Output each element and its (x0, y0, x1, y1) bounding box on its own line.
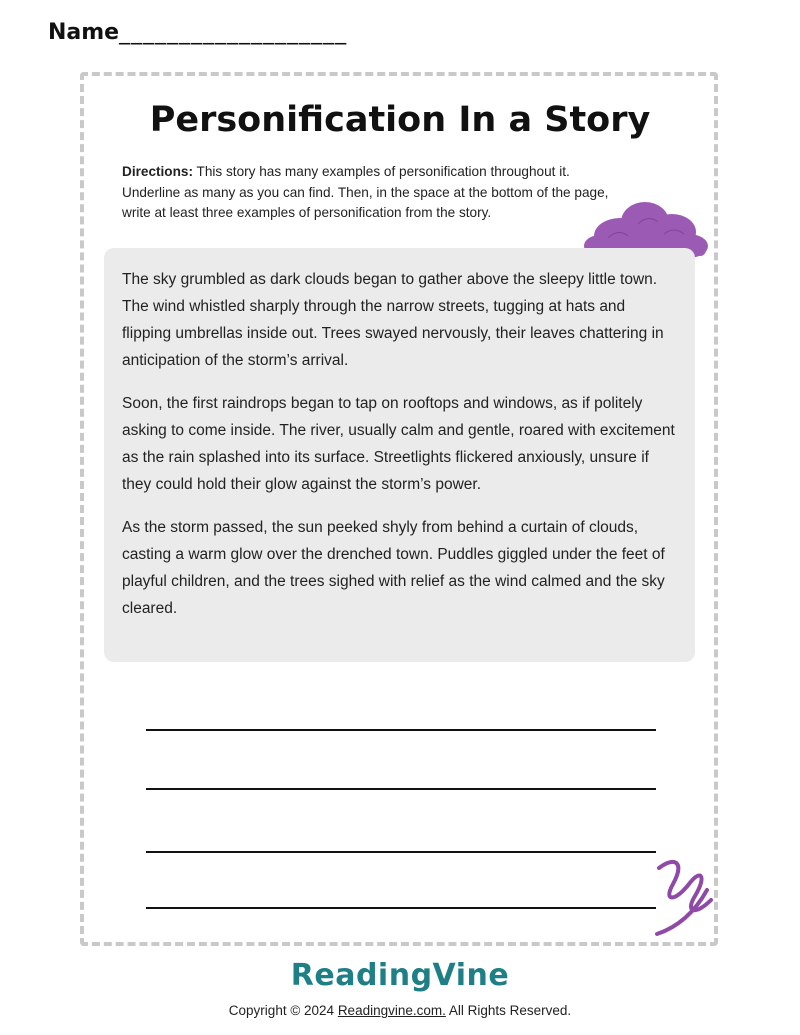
name-label: Name (48, 20, 120, 45)
story-box (104, 248, 695, 662)
answer-line-3[interactable] (146, 851, 656, 853)
answer-line-1[interactable] (146, 729, 656, 731)
directions-text: This story has many examples of personification throughout it. Underline as many as you can find. Then, in the space at the bottom of the page, write at least three examples of personification from the story. (122, 164, 609, 220)
story-paragraph-3: As the storm passed, the sun peeked shyly from behind a curtain of clouds, casting a warm glow over the drenched town. Puddles giggled under the feet of playful children, and the trees sighed with relief as the wind calmed and the sky cleared. (122, 519, 665, 617)
copyright-prefix: Copyright © 2024 (228, 1003, 338, 1018)
copyright (0, 1003, 800, 1018)
copyright-suffix: All Rights Reserved. (445, 1003, 572, 1018)
story-paragraph-2: Soon, the first raindrops began to tap on rooftops and windows, as if politely asking to come inside. The river, usually calm and gentle, roared with excitement as the rain splashed into its surface. Streetlights flickered anxiously, unsure if they could hold their glow against the storm’s power. (122, 395, 675, 493)
story-paragraph-1: The sky grumbled as dark clouds began to gather above the sleepy little town. The wind whistled sharply through the narrow streets, tugging at hats and flipping umbrellas inside out. Trees swayed nervously, their leaves chattering in anticipation of the storm’s arrival. (122, 271, 664, 369)
copyright-link[interactable]: Readingvine.com. (337, 1003, 446, 1018)
name-blank[interactable]: ___________________ (119, 20, 348, 45)
brand-logo: ReadingVine (290, 958, 510, 993)
answer-line-4[interactable] (146, 907, 656, 909)
name-field[interactable] (48, 20, 347, 45)
page-title: Personification In a Story (149, 100, 651, 140)
squiggle-decoration-icon (645, 850, 720, 940)
directions-lead: Directions: (122, 164, 194, 179)
directions (122, 162, 622, 224)
answer-line-2[interactable] (146, 788, 656, 790)
